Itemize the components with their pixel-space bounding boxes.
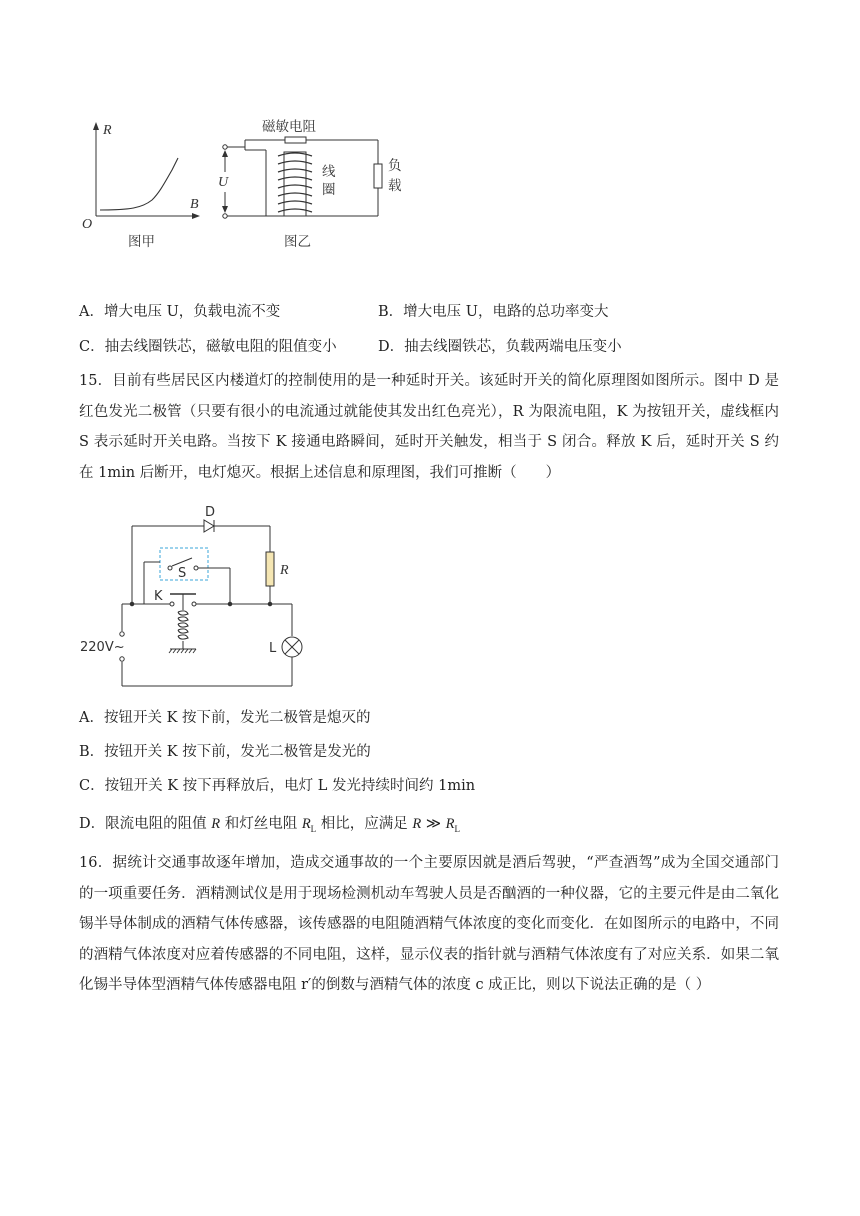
circuit-yi — [222, 137, 382, 218]
q14-option-c: C．抽去线圈铁芯，磁敏电阻的阻值变小 — [79, 339, 337, 355]
q15-d-r: R — [211, 816, 221, 832]
q14-option-a: A．增大电压 U，负载电流不变 — [79, 304, 281, 320]
figure-15-circuit — [74, 506, 314, 692]
axis-r-label: R — [103, 123, 112, 138]
q14-option-b: B．增大电压 U，电路的总功率变大 — [378, 304, 609, 320]
q15-option-d — [79, 814, 460, 839]
q15-d-rel: ≫ — [425, 816, 442, 832]
coil-label-2: 圈 — [322, 182, 336, 198]
q15-d-rl: $R_L$ — [301, 816, 317, 834]
q15-d-prefix: D．限流电阻的阻值 — [79, 816, 207, 832]
load-label-1: 负 — [388, 158, 402, 174]
q15-option-c: C．按钮开关 K 按下再释放后，电灯 L 发光持续时间约 1min — [79, 778, 476, 794]
switch-s-label: S — [178, 566, 187, 581]
q15-d-mid2: 相比，应满足 — [320, 816, 408, 832]
q15-stem: 15．目前有些居民区内楼道灯的控制使用的是一种延时开关。该延时开关的简化原理图如图所示。图中 D 是红色发光二极管（只要有很小的电流通过就能使其发出红色亮光），R 为限流电阻，K 为按钮开关，虚线框内 S 表示延时开关电路。当按下 K 接通电路瞬间，延时开关触发，相当于 S 闭合。释放 K 后，延时开关 S 约在 1min 后断开，电灯熄灭。根据上述信息和原理图，我们可推断（ ） — [79, 373, 779, 481]
diode-label: D — [205, 506, 216, 520]
axis-b-label: B — [190, 197, 199, 212]
figure-14 — [70, 112, 430, 252]
q15-option-a: A．按钮开关 K 按下前，发光二极管是熄灭的 — [79, 710, 371, 726]
magneto-resistor — [285, 137, 306, 143]
q15-d-rl2: $R_L$ — [445, 816, 461, 834]
r-b-curve — [100, 158, 178, 210]
resistor-label: R — [280, 563, 289, 578]
caption-jia: 图甲 — [128, 234, 155, 250]
load-resistor — [374, 164, 382, 188]
coil-label-1: 线 — [322, 164, 336, 180]
q15-d-mid: 和灯丝电阻 — [224, 816, 298, 832]
magneto-resistor-label: 磁敏电阻 — [262, 119, 316, 135]
voltage-u-label: U — [218, 175, 229, 190]
relay-coil — [178, 611, 188, 639]
button-k-label: K — [154, 589, 163, 604]
resistor-r — [266, 552, 274, 586]
q16-stem: 16．据统计交通事故逐年增加，造成交通事故的一个主要原因就是酒后驾驶，“严查酒驾”成为全国交通部门的一项重要任务．酒精测试仪是用于现场检测机动车驾驶人员是否酗酒的一种仪器，它的主要元件是由二氧化锡半导体制成的酒精气体传感器，该传感器的电阻随酒精气体浓度的变化而变化．在如图所示的电路中，不同的酒精气体浓度对应着传感器的不同电阻，这样，显示仪表的指针就与酒精气体浓度有了对应关系．如果二氧化锡半导体型酒精气体传感器电阻 r′的倒数与酒精气体的浓度 c 成正比，则以下说法正确的是（ ） — [79, 855, 779, 993]
q15-d-r2: R — [412, 816, 422, 832]
origin-label: O — [82, 217, 93, 232]
caption-yi: 图乙 — [284, 234, 311, 250]
load-label-2: 载 — [388, 178, 402, 194]
lamp-label: L — [269, 641, 277, 656]
diode-d — [204, 520, 214, 532]
source-label: 220V~ — [80, 640, 125, 655]
q14-option-d: D．抽去线圈铁芯，负载两端电压变小 — [378, 339, 622, 355]
q15-option-b: B．按钮开关 K 按下前，发光二极管是发光的 — [79, 744, 371, 760]
